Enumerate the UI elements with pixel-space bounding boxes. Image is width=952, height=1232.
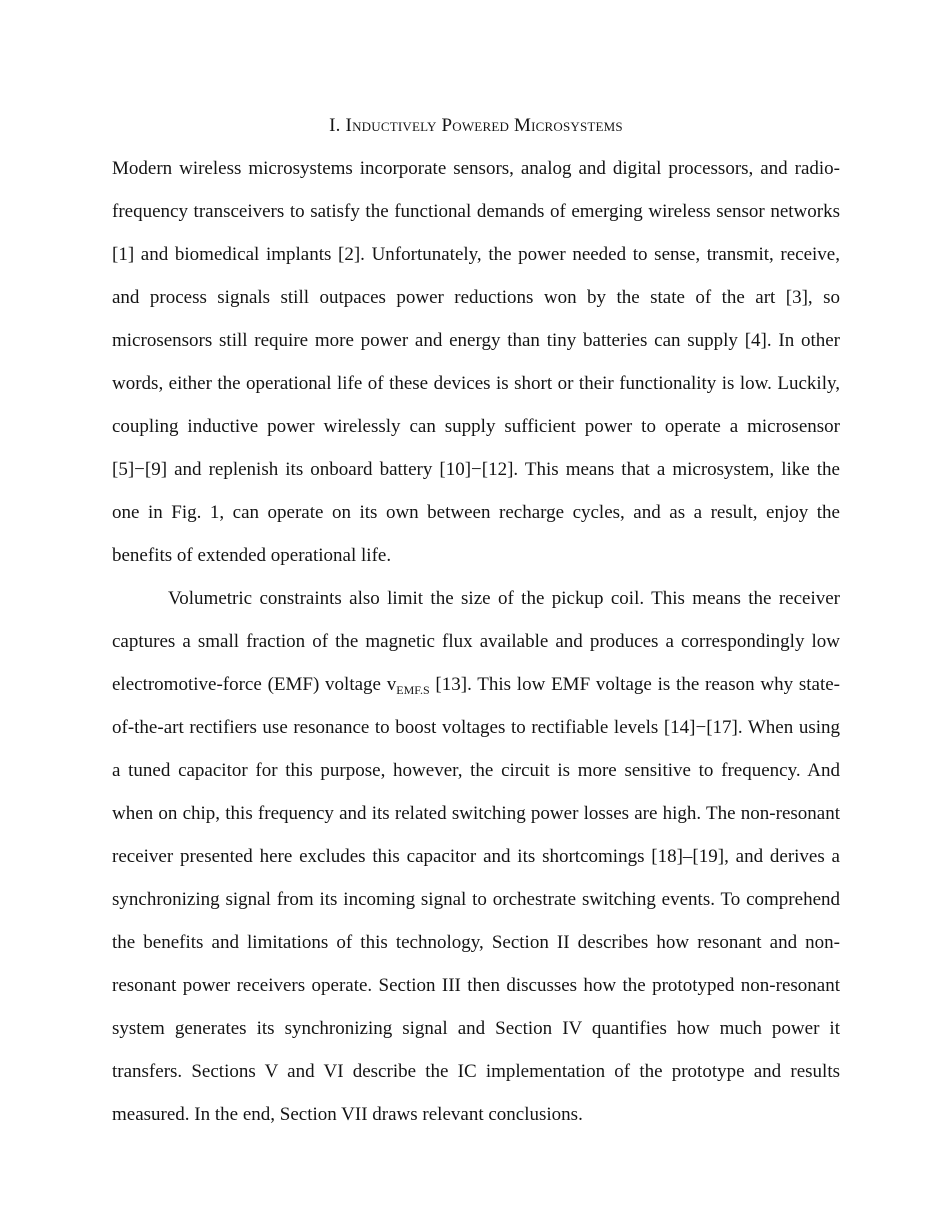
section-heading: I. Inductively Powered Microsystems <box>329 115 623 136</box>
emf-voltage-subscript: EMF.S <box>396 683 430 697</box>
paragraph-1 <box>112 147 840 577</box>
paragraph-2-part-1: Volumetric constraints also limit the size of the pickup coil. This means the receiver captures a small fraction of the magnetic flux available and produces a correspondingly low electromotive-force (EMF) voltage v <box>112 588 840 695</box>
paragraph-1-text: Modern wireless microsystems incorporate sensors, analog and digital processors, and radio-frequency transceivers to satisfy the functional demands of emerging wireless sensor networks [1] and biomedical implants [2]. Unfortunately, the power needed to sense, transmit, receive, and process signals still outpaces power reductions won by the state of the art [3], so microsensors still require more power and energy than tiny batteries can supply [4]. In other words, either the operational life of these devices is short or their functionality is low. Luckily, coupling inductive power wirelessly can supply sufficient power to operate a microsensor [5]−[9] and replenish its onboard battery [10]−[12]. This means that a microsystem, like the one in Fig. 1, can operate on its own between recharge cycles, and as a result, enjoy the benefits of extended operational life. <box>112 158 840 566</box>
paragraph-2-part-2: [13]. This low EMF voltage is the reason why state-of-the-art rectifiers use resonance to boost voltages to rectifiable levels [14]−[17]. When using a tuned capacitor for this purpose, however, the circuit is more sensitive to frequency. And when on chip, this frequency and its related switching power losses are high. The non-resonant receiver presented here excludes this capacitor and its shortcomings [18]–[19], and derives a synchronizing signal from its incoming signal to orchestrate switching events. To comprehend the benefits and limitations of this technology, Section II describes how resonant and non-resonant power receivers operate. Section III then discusses how the prototyped non-resonant system generates its synchronizing signal and Section IV quantifies how much power it transfers. Sections V and VI describe the IC implementation of the prototype and results measured. In the end, Section VII draws relevant conclusions. <box>112 674 841 1125</box>
paragraph-2 <box>112 577 840 1136</box>
